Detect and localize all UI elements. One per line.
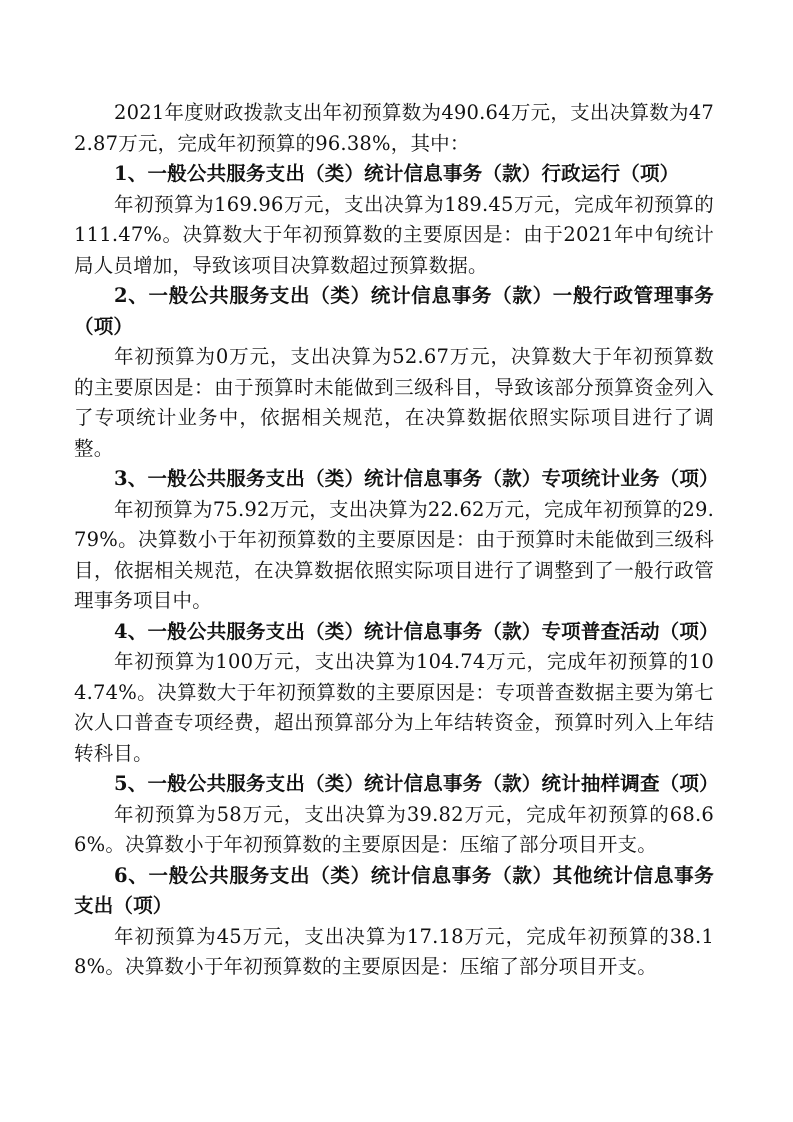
section-heading-5: 5、一般公共服务支出（类）统计信息事务（款）统计抽样调查（项） [114, 772, 719, 795]
section-heading-3: 3、一般公共服务支出（类）统计信息事务（款）专项统计业务（项） [114, 467, 719, 490]
document-body [74, 98, 719, 983]
intro-paragraph: 2021年度财政拨款支出年初预算数为490.64万元，支出决算数为472.87万元，完成年初预算的96.38%，其中： [74, 101, 714, 155]
section-heading-4: 4、一般公共服务支出（类）统计信息事务（款）专项普查活动（项） [114, 619, 719, 643]
section-heading-2: 2、一般公共服务支出（类）统计信息事务（款）一般行政管理事务（项） [74, 284, 714, 338]
section-heading-1: 1、一般公共服务支出（类）统计信息事务（款）行政运行（项） [114, 162, 680, 185]
section-body-1: 年初预算为169.96万元，支出决算为189.45万元，完成年初预算的111.47%。决算数大于年初预算数的主要原因是：由于2021年中旬统计局人员增加，导致该项目决算数超过预算数据。 [74, 192, 714, 277]
section-body-3: 年初预算为75.92万元，支出决算为22.62万元，完成年初预算的29.79%。决算数小于年初预算数的主要原因是：由于预算时未能做到三级科目，依据相关规范，在决算数据依照实际项目进行了调整到了一般行政管理事务项目中。 [74, 497, 714, 612]
section-body-4: 年初预算为100万元，支出决算为104.74万元，完成年初预算的104.74%。决算数大于年初预算数的主要原因是：专项普查数据主要为第七次人口普查专项经费，超出预算部分为上年结转资金，预算时列入上年结转科目。 [74, 650, 714, 765]
section-heading-6: 6、一般公共服务支出（类）统计信息事务（款）其他统计信息事务支出（项） [74, 863, 714, 917]
section-body-5: 年初预算为58万元，支出决算为39.82万元，完成年初预算的68.66%。决算数小于年初预算数的主要原因是：压缩了部分项目开支。 [74, 802, 714, 856]
section-body-6: 年初预算为45万元，支出决算为17.18万元，完成年初预算的38.18%。决算数小于年初预算数的主要原因是：压缩了部分项目开支。 [74, 924, 714, 978]
section-body-2: 年初预算为0万元，支出决算为52.67万元，决算数大于年初预算数的主要原因是：由于预算时未能做到三级科目，导致该部分预算资金列入了专项统计业务中，依据相关规范，在决算数据依照实际项目进行了调整。 [74, 345, 714, 460]
